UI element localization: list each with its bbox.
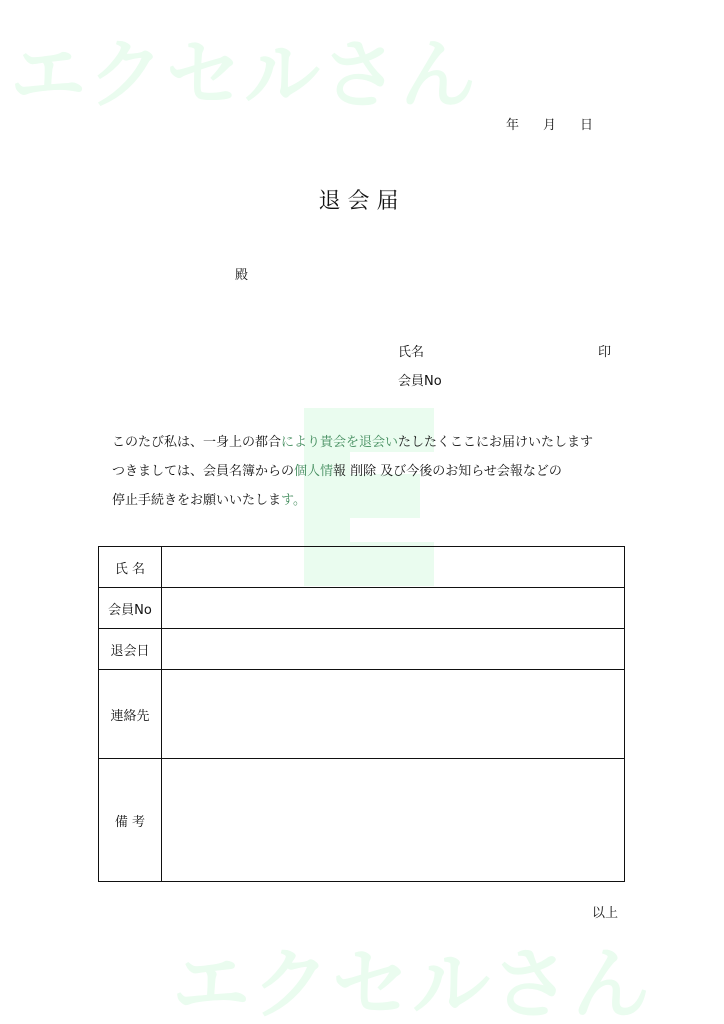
watermark-brand-bottom: エクセルさん [172,940,653,1024]
body-line-2-b: 個人情 [294,464,334,479]
row-value-contact[interactable] [162,670,625,759]
date-day-label: 日 [580,118,594,133]
body-line-3-a: 停止手続きをお願いいたしま [112,493,282,508]
table-row-contact [99,670,625,759]
applicant-member-no-label: 会員No [398,374,442,389]
applicant-name-label: 氏名 [398,345,425,360]
body-line-3 [112,486,642,515]
withdrawal-form-table [98,546,625,882]
body-line-1-a: このたび私は、一身上の都合 [112,435,282,450]
date-month-label: 月 [543,118,557,133]
date-year-label: 年 [506,118,520,133]
row-value-withdrawal-date[interactable] [162,629,625,670]
body-paragraph [112,428,642,515]
body-line-2 [112,457,642,486]
row-value-name[interactable] [162,547,625,588]
table-row-name [99,547,625,588]
row-label-contact: 連絡先 [99,670,162,759]
closing-text: 以上 [592,906,619,921]
row-label-member-no: 会員No [99,588,162,629]
row-value-remarks[interactable] [162,759,625,882]
body-line-2-a: つきましては、会員名簿からの [112,464,295,479]
row-label-remarks: 備 考 [99,759,162,882]
seal-label: 印 [598,345,612,360]
body-line-2-c: 報 削除 及び今後のお知らせ会報などの [333,464,562,479]
table-row-withdrawal-date [99,629,625,670]
row-label-name: 氏 名 [99,547,162,588]
date-line [506,114,593,133]
body-line-1 [112,428,642,457]
body-line-1-b: により貴会を退会い [281,435,399,450]
body-line-1-c: たしたくここにお届けいたします [398,435,594,450]
row-value-member-no[interactable] [162,588,625,629]
addressee-suffix: 殿 [235,268,249,283]
table-row-remarks [99,759,625,882]
document-title: 退会届 [318,189,406,214]
watermark-brand-top: エクセルさん [10,30,478,119]
row-label-withdrawal-date: 退会日 [99,629,162,670]
table-row-member-no [99,588,625,629]
body-line-3-b: す。 [281,493,306,508]
